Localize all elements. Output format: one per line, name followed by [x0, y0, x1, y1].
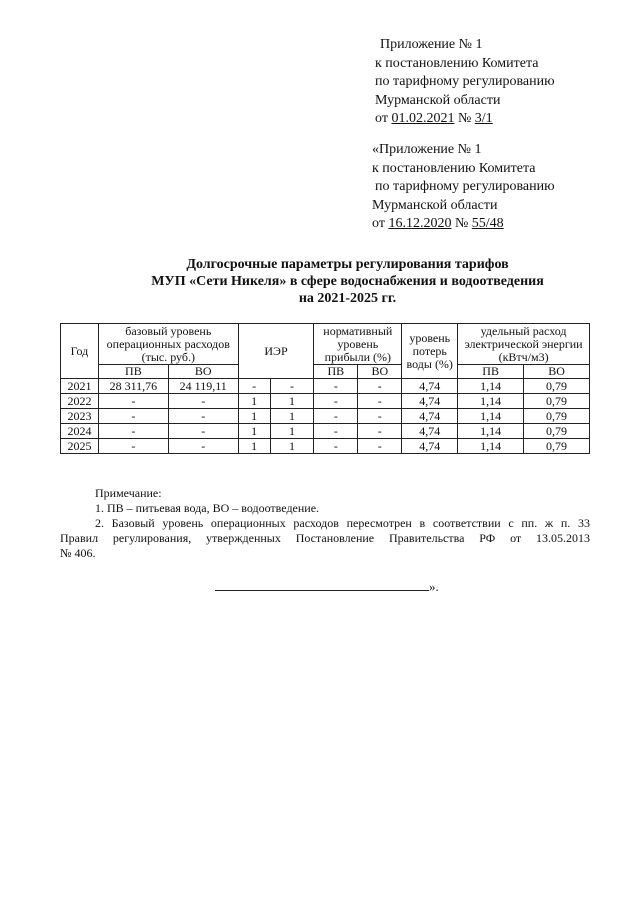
table-row: [61, 424, 590, 439]
appendix-date: 16.12.2020: [388, 216, 452, 231]
cell-year: 2021: [61, 379, 99, 394]
note-2-continued: Правил регулирования, утвержденных Постановление Правительства РФ от 13.05.2013: [60, 531, 590, 545]
header-ier: ИЭР: [238, 324, 314, 379]
cell-energy-pv: 1,14: [458, 379, 524, 394]
cell-profit-pv: -: [314, 424, 358, 439]
cell-profit-pv: -: [314, 439, 358, 454]
appendix-title: Приложение № 1: [380, 37, 483, 52]
cell-ier-vo: 1: [270, 394, 314, 409]
cell-profit-pv: -: [314, 394, 358, 409]
notes-section: [60, 486, 590, 561]
cell-base-vo: -: [168, 424, 238, 439]
cell-ier-pv: -: [238, 379, 270, 394]
cell-profit-vo: -: [358, 424, 402, 439]
cell-energy-pv: 1,14: [458, 409, 524, 424]
appendix-number: 3/1: [474, 111, 493, 126]
appendix-title: «Приложение № 1: [372, 142, 482, 157]
cell-profit-pv: -: [314, 409, 358, 424]
header-vo: ВО: [168, 365, 238, 379]
cell-profit-vo: -: [358, 379, 402, 394]
cell-loss: 4,74: [402, 424, 458, 439]
cell-energy-vo: 0,79: [524, 409, 590, 424]
table-row: [61, 379, 590, 394]
appendix-line: к постановлению Комитета: [372, 160, 536, 176]
note-2-end: № 406.: [60, 546, 96, 560]
cell-base-pv: 28 311,76: [98, 379, 168, 394]
cell-base-pv: -: [98, 394, 168, 409]
header-pv: ПВ: [458, 365, 524, 379]
header-water-loss: уровень потерь воды (%): [402, 324, 458, 379]
cell-ier-vo: 1: [270, 424, 314, 439]
cell-ier-pv: 1: [238, 394, 270, 409]
cell-ier-vo: 1: [270, 409, 314, 424]
cell-ier-pv: 1: [238, 424, 270, 439]
appendix-line: Мурманской области: [372, 197, 498, 213]
appendix-previous: [372, 141, 555, 234]
cell-profit-vo: -: [358, 409, 402, 424]
cell-energy-vo: 0,79: [524, 379, 590, 394]
appendix-line: по тарифному регулированию: [375, 74, 555, 89]
cell-year: 2023: [61, 409, 99, 424]
cell-energy-pv: 1,14: [458, 424, 524, 439]
table-row: [61, 394, 590, 409]
cell-base-pv: -: [98, 424, 168, 439]
cell-base-pv: -: [98, 439, 168, 454]
cell-base-vo: -: [168, 439, 238, 454]
cell-loss: 4,74: [402, 409, 458, 424]
cell-year: 2024: [61, 424, 99, 439]
appendix-date-line: от 01.02.2021 № 3/1: [375, 111, 493, 126]
cell-base-pv: -: [98, 409, 168, 424]
cell-energy-pv: 1,14: [458, 439, 524, 454]
cell-ier-vo: -: [270, 379, 314, 394]
header-energy: удельный расход электрической энергии (кВтч/м3): [458, 324, 590, 365]
table-row: [61, 439, 590, 454]
appendix-current: [375, 36, 555, 129]
appendix-line: Мурманской области: [375, 92, 501, 108]
note-2: 2. Базовый уровень операционных расходов пересмотрен в соответствии с пп. ж п. 33: [95, 516, 590, 530]
signature-line: [215, 578, 429, 591]
cell-profit-vo: -: [358, 439, 402, 454]
cell-base-vo: 24 119,11: [168, 379, 238, 394]
closing-quote: ».: [429, 579, 439, 594]
cell-loss: 4,74: [402, 379, 458, 394]
header-vo: ВО: [524, 365, 590, 379]
cell-base-vo: -: [168, 394, 238, 409]
cell-energy-vo: 0,79: [524, 439, 590, 454]
header-pv: ПВ: [314, 365, 358, 379]
cell-ier-pv: 1: [238, 409, 270, 424]
cell-profit-pv: -: [314, 379, 358, 394]
cell-ier-vo: 1: [270, 439, 314, 454]
document-title: Долгосрочные параметры регулирования тарифов МУП «Сети Никеля» в сфере водоснабжения и водоотведения на 2021-2025 гг.: [151, 257, 544, 306]
header-base-level: базовый уровень операционных расходов (тыс. руб.): [98, 324, 238, 365]
cell-ier-pv: 1: [238, 439, 270, 454]
cell-energy-pv: 1,14: [458, 394, 524, 409]
cell-loss: 4,74: [402, 394, 458, 409]
header-pv: ПВ: [98, 365, 168, 379]
note-1: 1. ПВ – питьевая вода, ВО – водоотведение.: [95, 501, 320, 515]
cell-energy-vo: 0,79: [524, 424, 590, 439]
closing-line: [215, 578, 439, 595]
appendix-date-line: от 16.12.2020 № 55/48: [372, 216, 504, 231]
notes-heading: Примечание:: [95, 486, 162, 500]
header-normative-profit: нормативный уровень прибыли (%): [314, 324, 402, 365]
cell-loss: 4,74: [402, 439, 458, 454]
table-row: [61, 409, 590, 424]
appendix-line: к постановлению Комитета: [375, 55, 539, 71]
cell-energy-vo: 0,79: [524, 394, 590, 409]
cell-year: 2022: [61, 394, 99, 409]
cell-base-vo: -: [168, 409, 238, 424]
parameters-table: [60, 323, 590, 454]
header-vo: ВО: [358, 365, 402, 379]
appendix-line: по тарифному регулированию: [375, 179, 555, 194]
cell-year: 2025: [61, 439, 99, 454]
cell-profit-vo: -: [358, 394, 402, 409]
header-year: Год: [61, 324, 99, 379]
appendix-date: 01.02.2021: [391, 111, 455, 126]
appendix-number: 55/48: [471, 216, 504, 231]
